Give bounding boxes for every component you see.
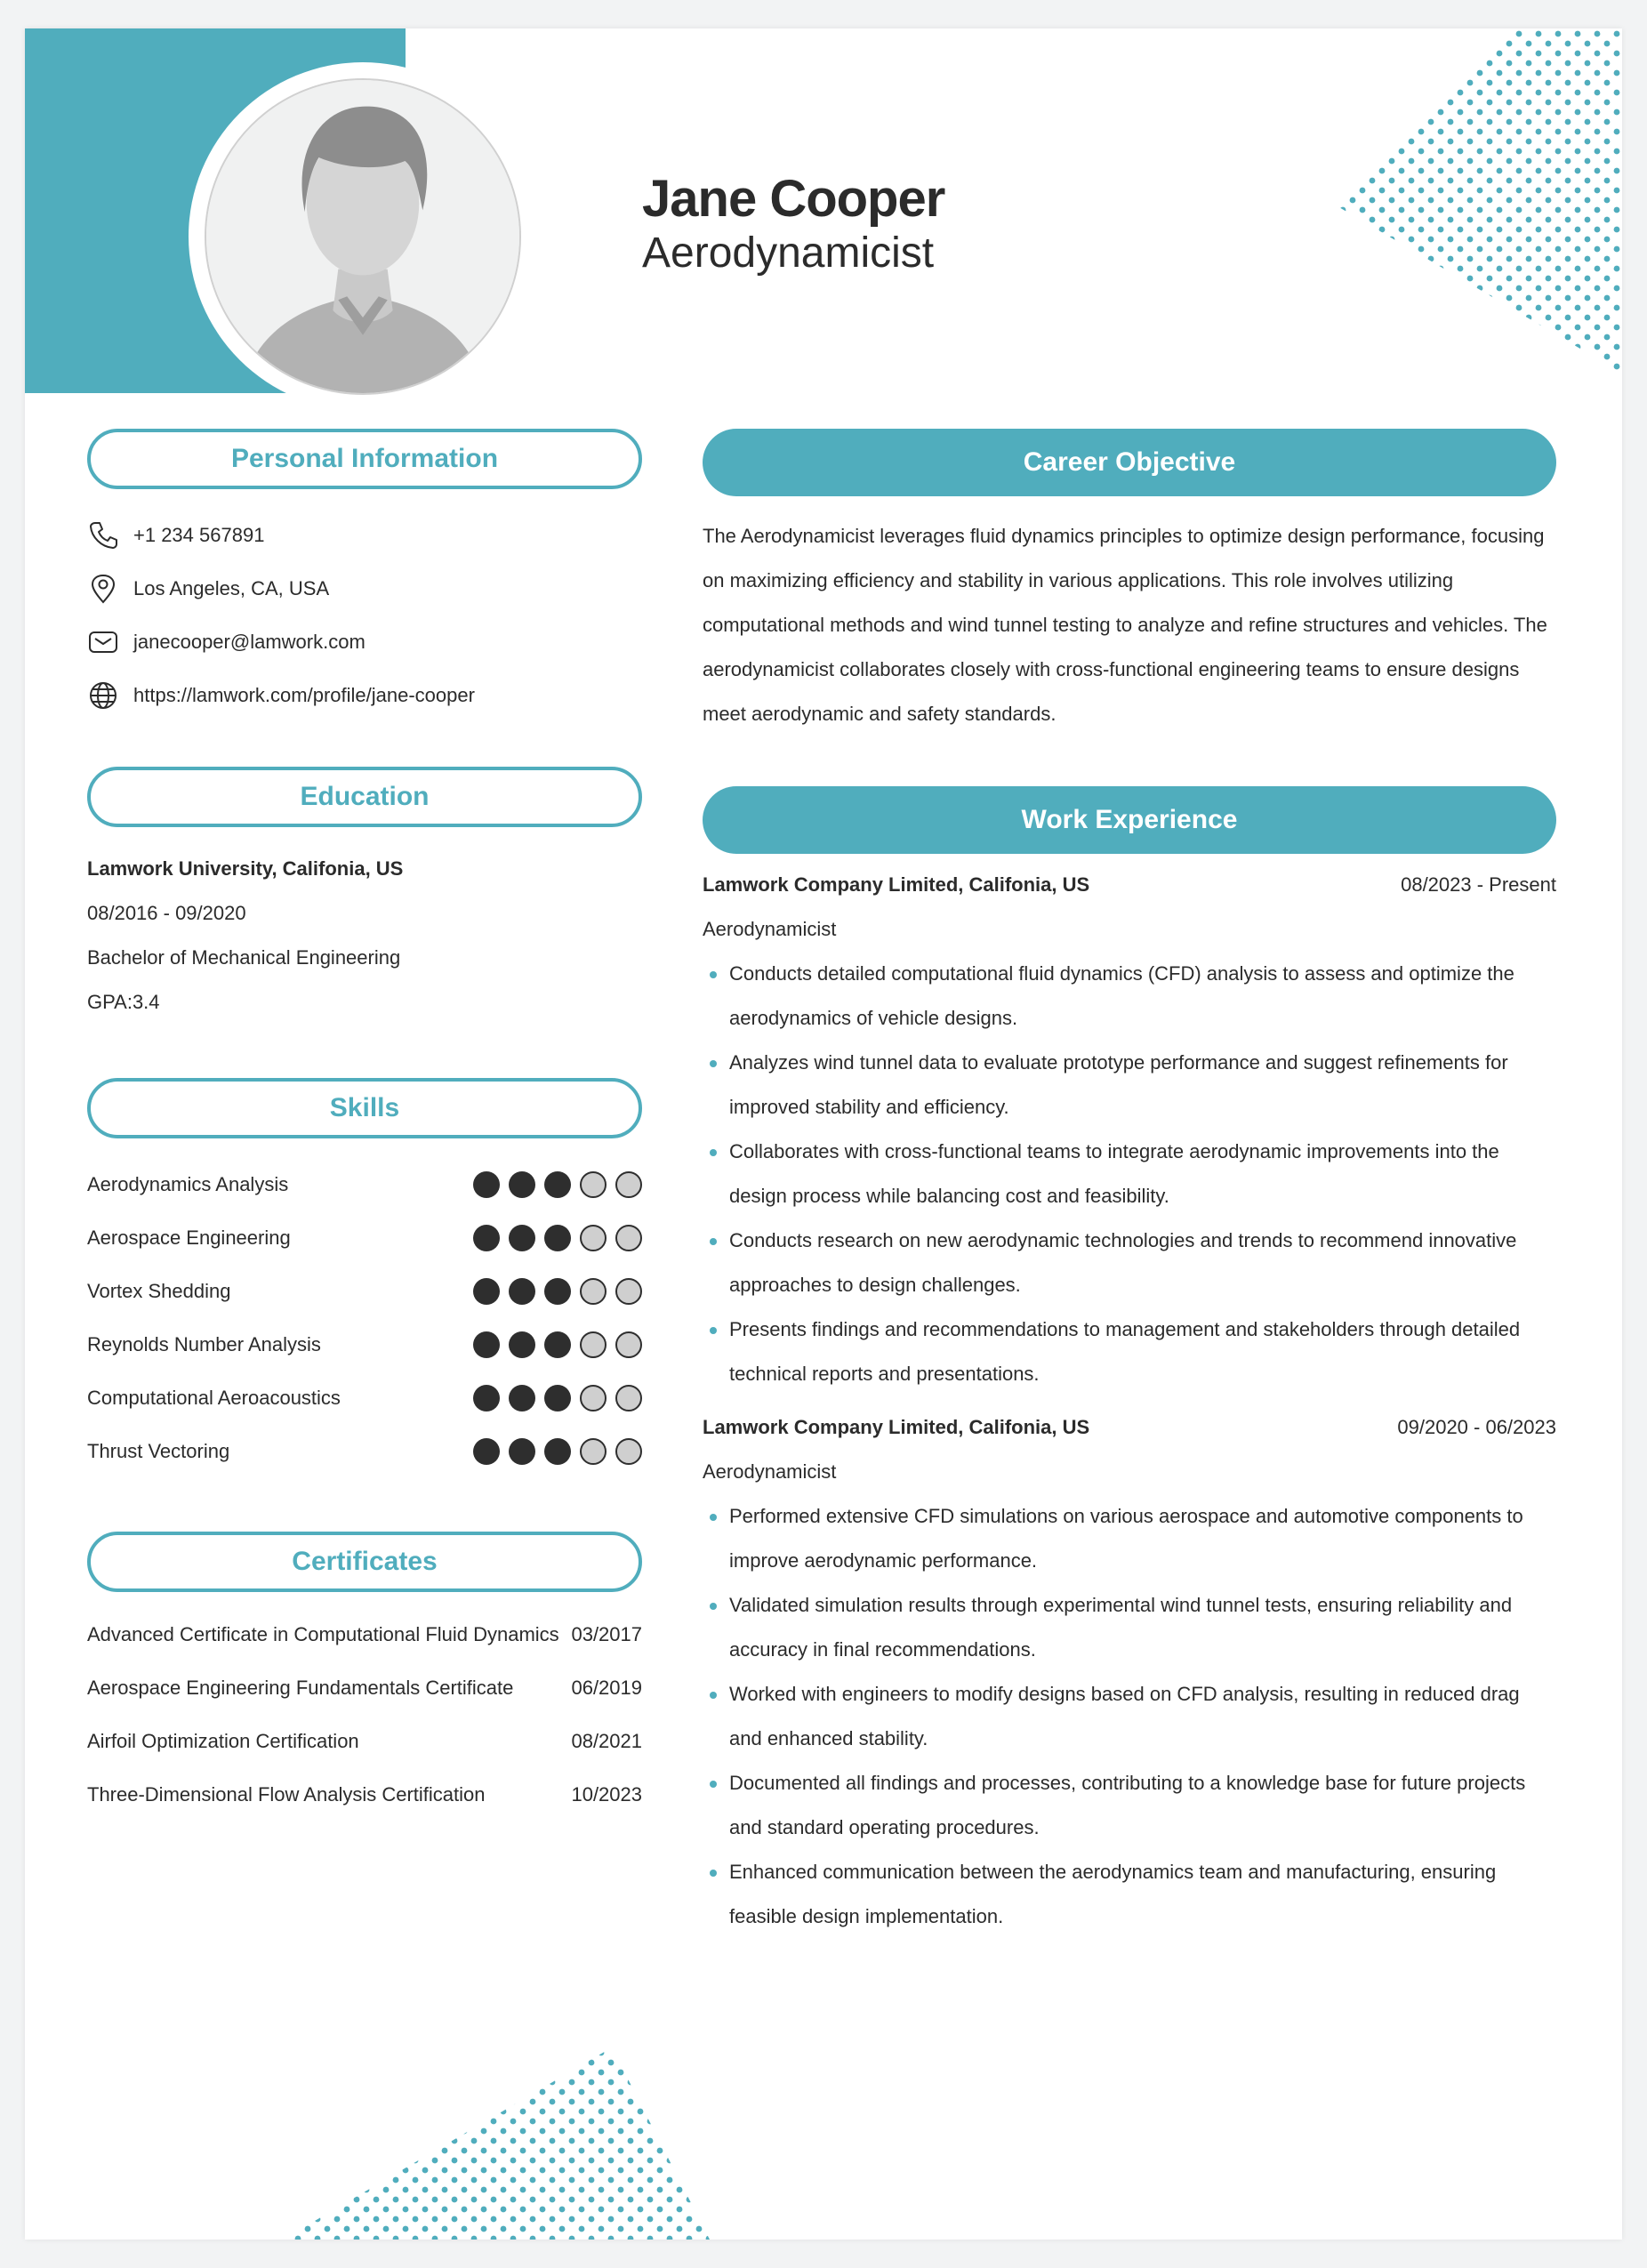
skill-name: Computational Aeroacoustics (87, 1387, 341, 1409)
rating-dot-filled (544, 1278, 571, 1305)
job-bullet: Conducts detailed computational fluid dynamics (CFD) analysis to assess and optimize the aerodynamics of vehicle designs. (703, 952, 1556, 1041)
job-dates: 08/2023 - Present (1401, 873, 1556, 896)
section-heading-objective: Career Objective (703, 429, 1556, 496)
rating-dot-filled (509, 1438, 535, 1465)
left-column (87, 429, 642, 1822)
education-dates: 08/2016 - 09/2020 (87, 902, 246, 924)
job-role: Aerodynamicist (703, 1460, 837, 1483)
skill-name: Aerodynamics Analysis (87, 1173, 289, 1195)
contact-website-link[interactable]: https://lamwork.com/profile/jane-cooper (133, 684, 475, 706)
job-bullet: Worked with engineers to modify designs based on CFD analysis, resulting in reduced drag and enhanced stability. (703, 1672, 1556, 1761)
job-bullet: Analyzes wind tunnel data to evaluate prototype performance and suggest refinements for improved stability and efficiency. (703, 1041, 1556, 1130)
person-silhouette-icon (206, 80, 519, 393)
rating-dot-empty (615, 1438, 642, 1465)
resume-page (25, 28, 1622, 2240)
job-header (703, 1405, 1556, 1450)
certificate-row (87, 1608, 642, 1661)
rating-dot-filled (473, 1438, 500, 1465)
job-bullet: Presents findings and recommendations to management and stakeholders through detailed technical reports and presentations. (703, 1307, 1556, 1396)
job-bullets (703, 952, 1556, 1396)
certificate-name: Aerospace Engineering Fundamentals Certificate (87, 1677, 514, 1699)
skill-rating (473, 1225, 642, 1251)
rating-dot-empty (580, 1278, 607, 1305)
education-gpa: GPA:3.4 (87, 991, 160, 1013)
contact-email-link[interactable]: janecooper@lamwork.com (133, 631, 366, 653)
section-heading-education: Education (87, 767, 642, 827)
rating-dot-empty (615, 1278, 642, 1305)
contact-website (87, 669, 642, 722)
job-bullet: Collaborates with cross-functional teams to integrate aerodynamic improvements into the design process while balancing cost and feasibility. (703, 1130, 1556, 1218)
skill-name: Reynolds Number Analysis (87, 1333, 321, 1355)
avatar (205, 78, 521, 395)
certificate-row (87, 1768, 642, 1822)
certificate-name: Advanced Certificate in Computational Fluid Dynamics (87, 1623, 559, 1645)
skill-name: Thrust Vectoring (87, 1440, 230, 1462)
skill-row (87, 1211, 642, 1265)
rating-dot-empty (615, 1225, 642, 1251)
skill-list (87, 1158, 642, 1478)
rating-dot-filled (509, 1225, 535, 1251)
rating-dot-filled (509, 1278, 535, 1305)
right-column (703, 429, 1556, 1939)
rating-dot-empty (580, 1225, 607, 1251)
rating-dot-filled (509, 1385, 535, 1411)
job-company: Lamwork Company Limited, Califonia, US (703, 1416, 1090, 1438)
rating-dot-filled (544, 1385, 571, 1411)
job-entry (703, 1405, 1556, 1939)
rating-dot-filled (544, 1331, 571, 1358)
certificate-date: 03/2017 (571, 1623, 642, 1645)
rating-dot-filled (473, 1278, 500, 1305)
education-school: Lamwork University, Califonia, US (87, 857, 404, 880)
location-pin-icon (87, 572, 133, 606)
globe-icon (87, 679, 133, 712)
job-bullet: Enhanced communication between the aerodynamics team and manufacturing, ensuring feasible design implementation. (703, 1850, 1556, 1939)
contact-location (87, 562, 642, 615)
job-entry (703, 863, 1556, 1396)
rating-dot-empty (615, 1331, 642, 1358)
phone-icon (87, 519, 133, 552)
rating-dot-filled (473, 1171, 500, 1198)
section-heading-skills: Skills (87, 1078, 642, 1138)
rating-dot-filled (473, 1225, 500, 1251)
section-heading-personal: Personal Information (87, 429, 642, 489)
skill-row (87, 1318, 642, 1371)
contact-list (87, 509, 642, 722)
skill-row (87, 1425, 642, 1478)
rating-dot-empty (615, 1171, 642, 1198)
education-degree: Bachelor of Mechanical Engineering (87, 946, 401, 969)
skill-row (87, 1265, 642, 1318)
skill-rating (473, 1385, 642, 1411)
certificate-date: 08/2021 (571, 1730, 642, 1752)
certificate-date: 06/2019 (571, 1677, 642, 1699)
header-name-block (642, 171, 944, 278)
career-objective-text: The Aerodynamicist leverages fluid dynamics principles to optimize design performance, focusing on maximizing efficiency and stability in various applications. This role involves utilizing computational methods and wind tunnel testing to analyze and refine structures and vehicles. The aerodynamicist collaborates closely with cross-functional engineering teams to ensure designs meet aerodynamic and safety standards. (703, 525, 1547, 725)
contact-phone (87, 509, 642, 562)
rating-dot-empty (580, 1385, 607, 1411)
email-icon (87, 625, 133, 659)
candidate-title: Aerodynamicist (642, 229, 935, 277)
skill-rating (473, 1438, 642, 1465)
rating-dot-filled (544, 1438, 571, 1465)
skill-rating (473, 1331, 642, 1358)
section-heading-experience: Work Experience (703, 786, 1556, 854)
job-header (703, 863, 1556, 907)
job-company: Lamwork Company Limited, Califonia, US (703, 873, 1090, 896)
certificate-date: 10/2023 (571, 1783, 642, 1806)
rating-dot-empty (580, 1438, 607, 1465)
skill-rating (473, 1171, 642, 1198)
dot-pattern-bottom (283, 2047, 710, 2240)
job-bullet: Documented all findings and processes, contributing to a knowledge base for future projects and standard operating procedures. (703, 1761, 1556, 1850)
job-bullet: Conducts research on new aerodynamic technologies and trends to recommend innovative approaches to design challenges. (703, 1218, 1556, 1307)
rating-dot-filled (473, 1385, 500, 1411)
certificate-row (87, 1661, 642, 1715)
job-list (703, 863, 1556, 1939)
candidate-name: Jane Cooper (642, 170, 945, 228)
education-entry (87, 847, 642, 1025)
job-role: Aerodynamicist (703, 918, 837, 940)
rating-dot-empty (615, 1385, 642, 1411)
rating-dot-empty (580, 1331, 607, 1358)
certificate-list (87, 1608, 642, 1822)
rating-dot-filled (509, 1331, 535, 1358)
section-heading-certificates: Certificates (87, 1532, 642, 1592)
dot-pattern-top-right (1338, 28, 1622, 384)
contact-location-text: Los Angeles, CA, USA (133, 577, 330, 599)
rating-dot-filled (509, 1171, 535, 1198)
job-bullets (703, 1494, 1556, 1939)
rating-dot-filled (473, 1331, 500, 1358)
rating-dot-filled (544, 1225, 571, 1251)
skill-row (87, 1158, 642, 1211)
rating-dot-empty (580, 1171, 607, 1198)
certificate-row (87, 1715, 642, 1768)
skill-name: Aerospace Engineering (87, 1226, 291, 1249)
certificate-name: Three-Dimensional Flow Analysis Certification (87, 1783, 486, 1806)
contact-email (87, 615, 642, 669)
job-bullet: Performed extensive CFD simulations on various aerospace and automotive components to improve aerodynamic performance. (703, 1494, 1556, 1583)
rating-dot-filled (544, 1171, 571, 1198)
skill-rating (473, 1278, 642, 1305)
skill-row (87, 1371, 642, 1425)
job-dates: 09/2020 - 06/2023 (1397, 1416, 1556, 1438)
contact-phone-text: +1 234 567891 (133, 524, 265, 546)
skill-name: Vortex Shedding (87, 1280, 231, 1302)
certificate-name: Airfoil Optimization Certification (87, 1730, 359, 1752)
job-bullet: Validated simulation results through experimental wind tunnel tests, ensuring reliability and accuracy in final recommendations. (703, 1583, 1556, 1672)
